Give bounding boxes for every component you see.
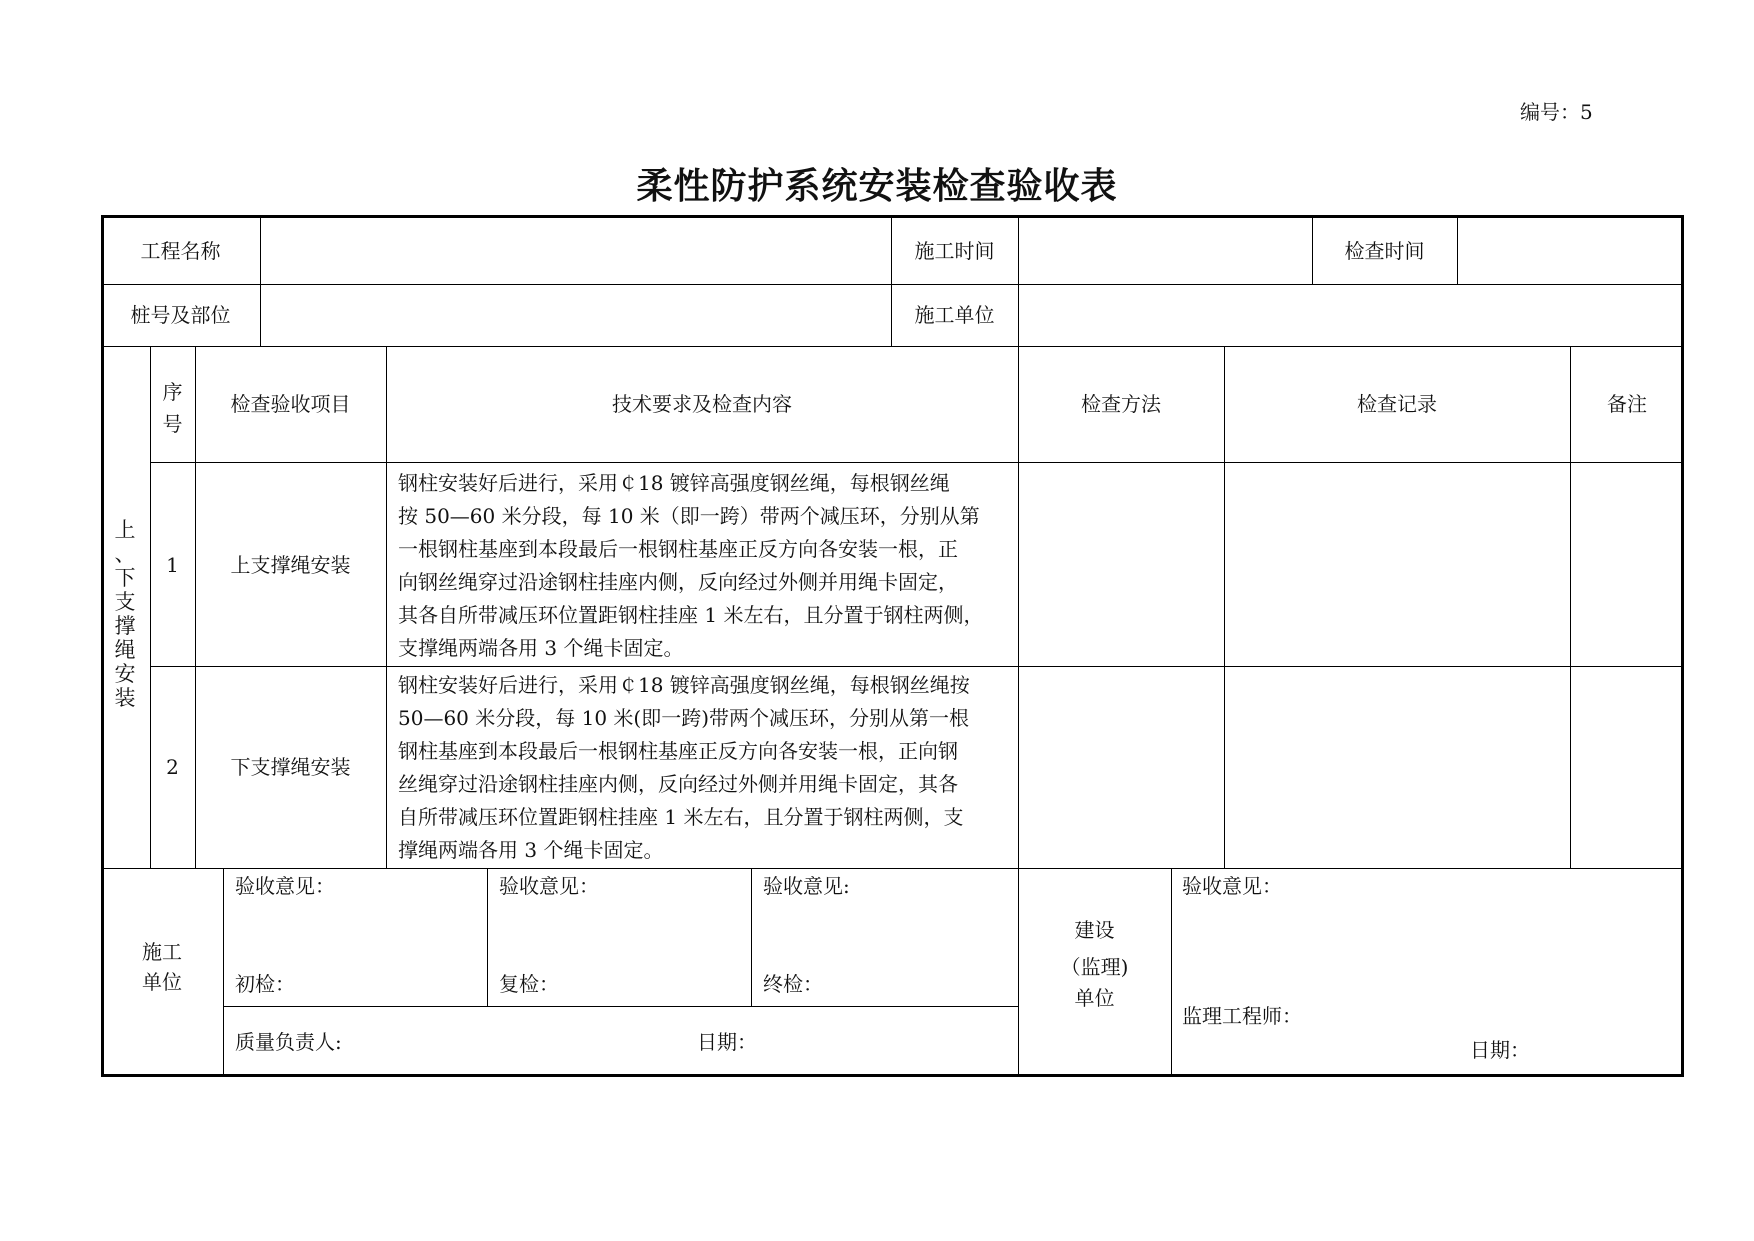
opinion-label: 验收意见： [235,874,335,898]
requirement-line: 钢柱基座到本段最后一根钢柱基座正反方向各安装一根，正向钢 [398,739,958,763]
requirement-line: 支撑绳两端各用 3 个绳卡固定。 [398,636,684,660]
opinion-label: 验收意见： [499,874,599,898]
builder-label: 施工 [142,940,182,964]
col-divider [223,868,224,1077]
requirement-line: 向钢丝绳穿过沿途钢柱挂座内侧，反向经过外侧并用绳卡固定， [398,570,958,594]
row-divider [150,666,1684,667]
record-header: 检查记录 [1357,392,1437,416]
construction-unit-label: 施工单位 [914,303,995,327]
quality-lead-label: 质量负责人: [235,1030,342,1054]
re-check-label: 复检： [499,972,559,996]
requirement-line: 钢柱安装好后进行，采用￠18 镀锌高强度钢丝绳，每根钢丝绳按 [398,673,970,697]
col-divider [1570,346,1571,868]
station-part-label: 桩号及部位 [130,303,231,327]
row-2-seq: 2 [166,755,179,779]
builder-label: 单位 [142,970,182,994]
requirement-line: 一根钢柱基座到本段最后一根钢柱基座正反方向各安装一根，正 [398,537,958,561]
construction-time-label: 施工时间 [914,239,995,263]
side-char: 装 [114,686,136,710]
section-side-label [110,518,140,710]
side-char: 下 [114,566,136,590]
requirement-line: 其各自所带减压环位置距钢柱挂座 1 米左右，且分置于钢柱两侧， [398,603,984,627]
col-divider [1171,868,1172,1077]
final-check-label: 终检： [763,972,823,996]
col-divider [1224,346,1225,868]
date-label: 日期： [697,1030,757,1054]
row-1-item: 上支撑绳安装 [230,553,351,577]
supervisor-label: 监理工程师： [1182,1004,1302,1028]
side-char: 安 [114,662,136,686]
date-label: 日期： [1470,1038,1530,1062]
owner-label: 单位 [1074,986,1115,1010]
side-char: 绳 [114,638,136,662]
method-header: 检查方法 [1081,392,1161,416]
requirement-line: 撑绳两端各用 3 个绳卡固定。 [398,838,664,862]
row-divider [101,284,1684,285]
row-divider [101,346,1684,347]
requirement-header: 技术要求及检查内容 [612,392,792,416]
col-divider [487,868,488,1006]
project-name-label: 工程名称 [140,239,221,263]
row-2-requirement [398,669,1013,867]
side-char: 撑 [114,614,136,638]
col-divider [386,346,387,868]
col-divider [195,346,196,868]
side-char: 上 [114,518,136,542]
requirement-line: 按 50—60 米分段，每 10 米（即一跨）带两个减压环，分别从第 [398,504,980,528]
opinion-label: 验收意见: [763,874,850,898]
side-char: 、 [114,542,136,566]
row-2-item: 下支撑绳安装 [230,755,351,779]
side-char: 支 [114,590,136,614]
inspection-time-label: 检查时间 [1344,239,1425,263]
seq-header: 序 号 [162,380,183,436]
requirement-line: 自所带减压环位置距钢柱挂座 1 米左右，且分置于钢柱两侧，支 [398,805,964,829]
remark-header: 备注 [1607,392,1647,416]
owner-label: （监理) [1060,955,1129,979]
opinion-label: 验收意见： [1182,874,1282,898]
serial-number: 编号：5 [1520,100,1593,124]
owner-label: 建设 [1074,918,1115,942]
col-divider [260,215,261,346]
col-divider [751,868,752,1006]
col-divider [1457,215,1458,284]
requirement-line: 钢柱安装好后进行，采用￠18 镀锌高强度钢丝绳，每根钢丝绳 [398,471,950,495]
first-check-label: 初检： [235,972,295,996]
col-divider [1018,215,1019,346]
requirement-line: 50—60 米分段，每 10 米(即一跨)带两个减压环，分别从第一根 [398,706,970,730]
row-divider [223,1006,1018,1007]
row-1-seq: 1 [166,553,179,577]
row-1-requirement [398,467,1013,665]
requirement-line: 丝绳穿过沿途钢柱挂座内侧，反向经过外侧并用绳卡固定，其各 [398,772,958,796]
row-divider [150,462,1684,463]
col-divider [1018,346,1019,868]
row-divider [101,868,1684,869]
item-header: 检查验收项目 [230,392,351,416]
form-title: 柔性防护系统安装检查验收表 [636,165,1118,207]
